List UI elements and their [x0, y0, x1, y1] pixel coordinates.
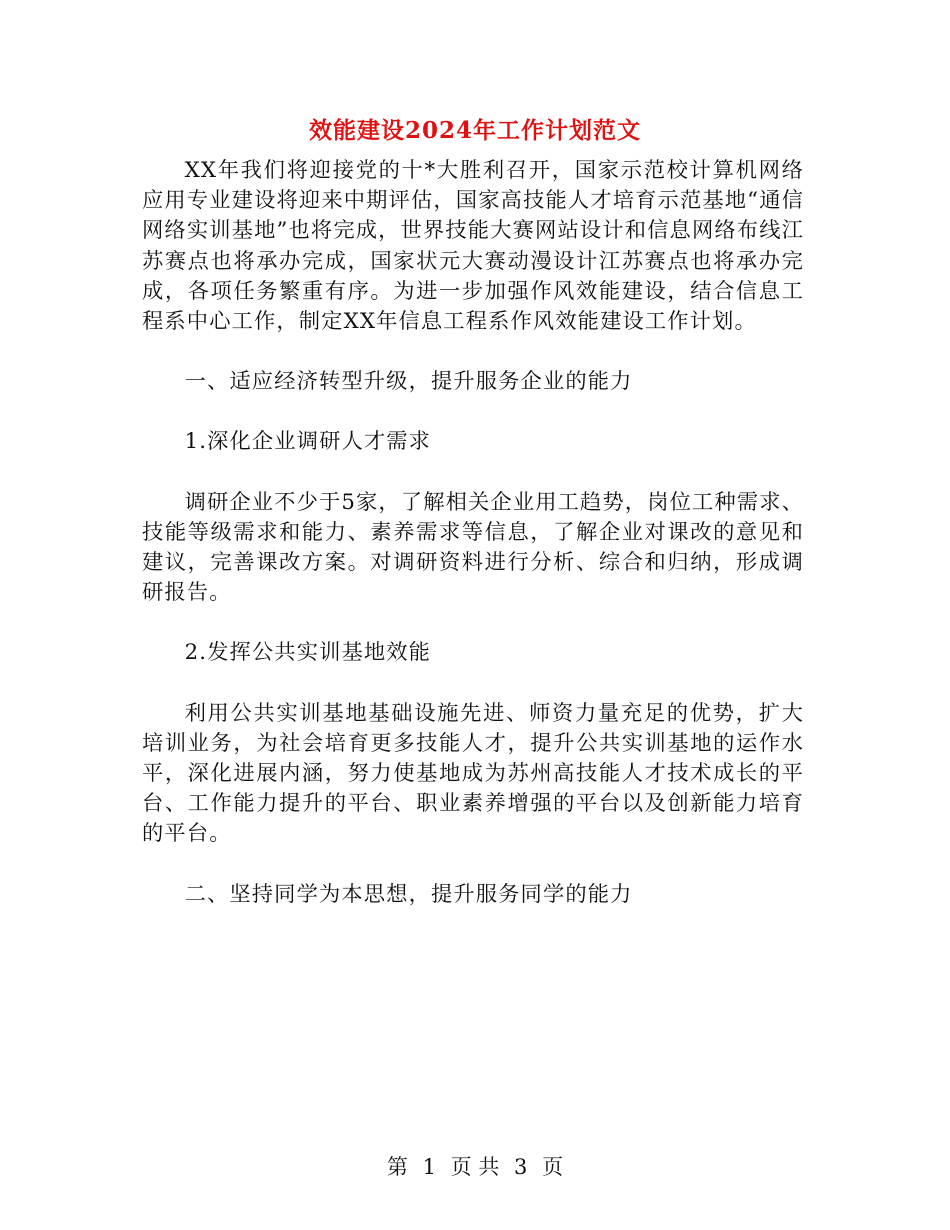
document-title: 效能建设2024年工作计划范文 [308, 117, 641, 144]
document-body [142, 156, 804, 910]
page-number-footer [0, 1151, 950, 1181]
section-heading-1: 一、适应经济转型升级，提升服务企业的能力 [184, 369, 633, 395]
section-heading-2: 二、坚持同学为本思想，提升服务同学的能力 [184, 881, 633, 907]
current-page-number: 1 [422, 1155, 436, 1179]
subsection-paragraph-1-1: 调研企业不少于5家，了解相关企业用工趋势，岗位工种需求、技能等级需求和能力、素养需求等信息，了解企业对课改的意见和建议，完善课改方案。对调研资料进行分析、综合和归纳，形成调研报告。 [142, 489, 804, 606]
subsection-heading-1-2: 2.发挥公共实训基地效能 [184, 640, 432, 666]
footer-suffix: 页 [542, 1155, 564, 1179]
subsection-paragraph-1-2: 利用公共实训基地基础设施先进、师资力量充足的优势，扩大培训业务，为社会培育更多技能人才，提升公共实训基地的运作水平，深化进展内涵，努力使基地成为苏州高技能人才技术成长的平台、工作能力提升的平台、职业素养增强的平台以及创新能力培育的平台。 [142, 700, 804, 847]
footer-prefix: 第 [386, 1155, 408, 1179]
subsection-heading-1-1: 1.深化企业调研人才需求 [184, 429, 432, 455]
total-page-number: 3 [514, 1155, 528, 1179]
intro-paragraph: XX年我们将迎接党的十*大胜利召开，国家示范校计算机网络应用专业建设将迎来中期评估，国家高技能人才培育示范基地“通信网络实训基地”也将完成，世界技能大赛网站设计和信息网络布线江苏赛点也将承办完成，国家状元大赛动漫设计江苏赛点也将承办完成，各项任务繁重有序。为进一步加强作风效能建设，结合信息工程系中心工作，制定XX年信息工程系作风效能建设工作计划。 [142, 158, 804, 335]
footer-middle: 页 共 [450, 1155, 500, 1179]
